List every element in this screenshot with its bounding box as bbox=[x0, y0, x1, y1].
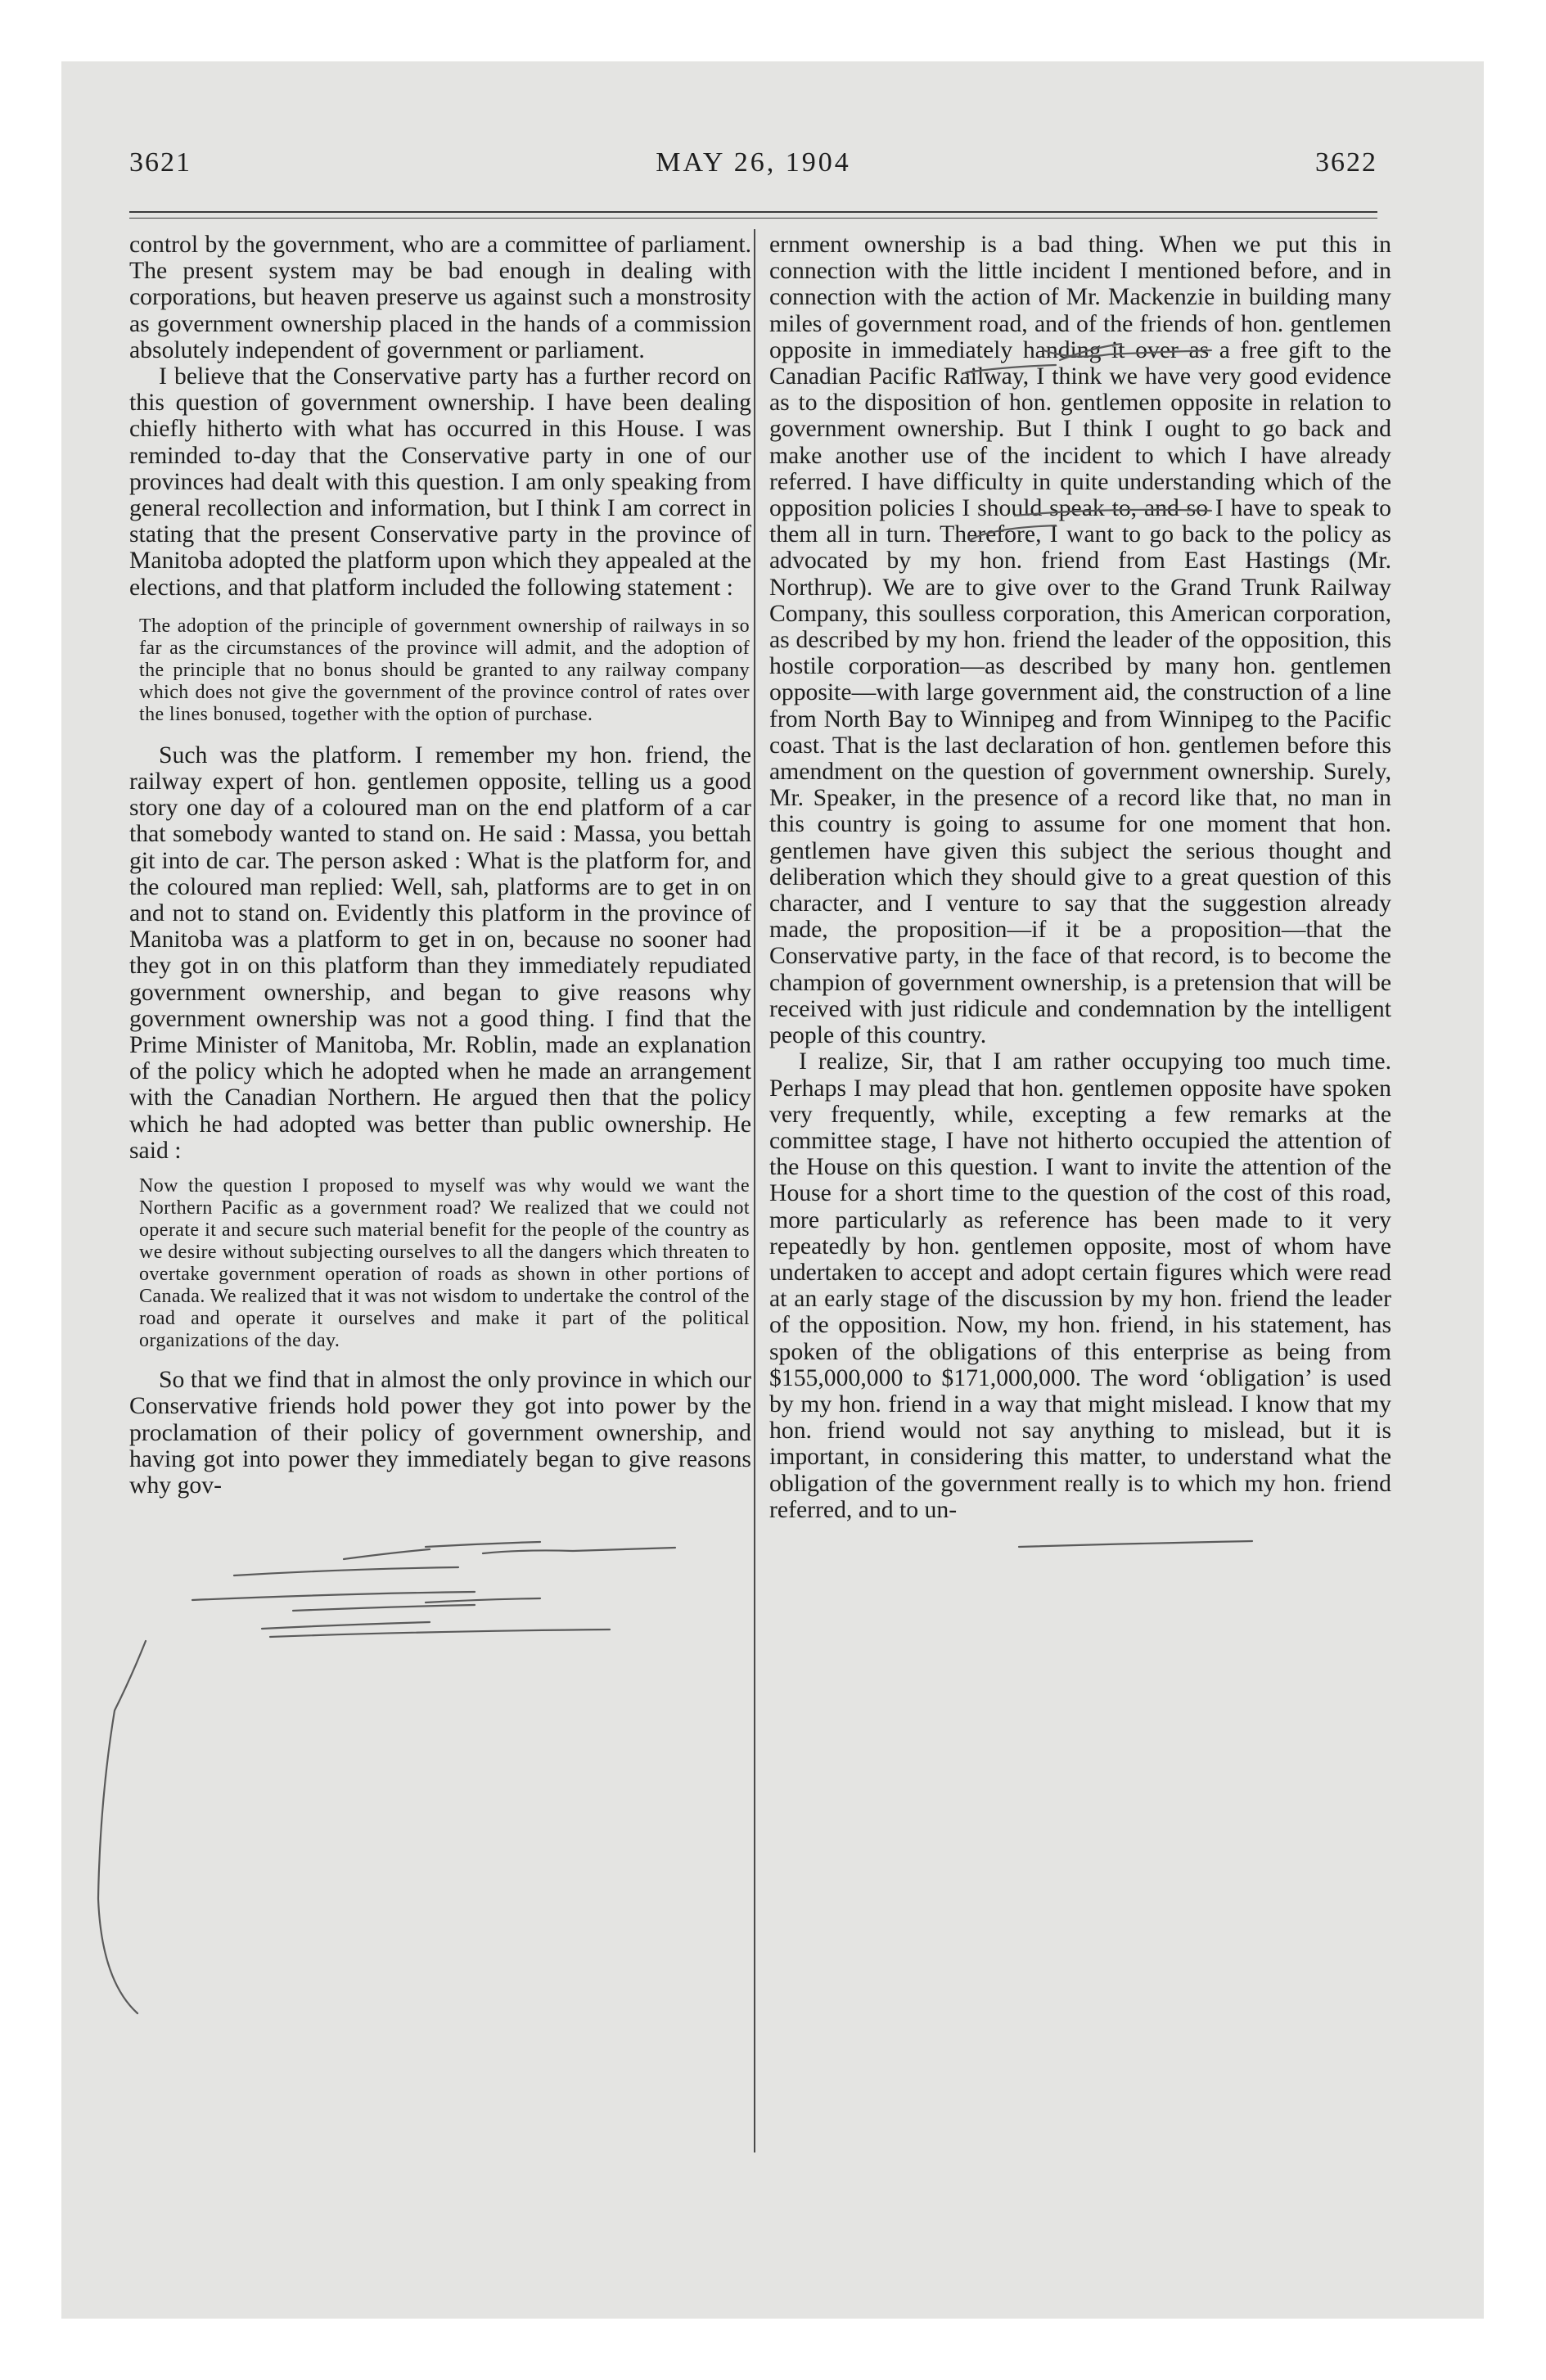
paragraph: ernment ownership is a bad thing. When we put this in connection with the little incident I mentioned before, and in connection with the action of Mr. Mackenzie in building many miles of government road, and of the friends of hon. gentlemen opposite in immediately handing it over as a free gift to the Canadian Pacific Railway, I think we have very good evidence as to the disposition of hon. gentlemen opposite in relation to government ownership. But I think I ought to go back and make another use of the incident to which I have already referred. I have difficulty in quite understanding which of the opposition policies I should speak to, and so I have to speak to them all in turn. Therefore, I want to go back to the policy as advocated by my hon. friend from East Hastings (Mr. Northrup). We are to give over to the Grand Trunk Railway Company, this soulless corporation, this American corporation, as described by my hon. friend the leader of the opposition, this hostile corporation—as described by many hon. gentlemen opposite—with large government aid, the construction of a line from North Bay to Winnipeg and from Winnipeg to the Pacific coast. That is the last declaration of hon. gentlemen before this amendment on the question of government ownership. Surely, Mr. Speaker, in the presence of a record like that, no man in this country is going to assume for one moment that hon. gentlemen have given this subject the serious thought and deliberation which they should give to a great question of this character, and I venture to say that the suggestion already made, the proposition—if it be a proposition—that the Conservative party, in the face of that record, is to become the champion of government ownership, is a pretension that will be received with just ridicule and condemnation by the intelligent people of this country. bbox=[769, 232, 1391, 1049]
paragraph: Such was the platform. I remember my hon. friend, the railway expert of hon. gentlemen opposite, telling us a good story one day of a coloured man on the end platform of a car that somebody wanted to stand on. He said : Massa, you bettah git into de car. The person asked : What is the platform for, and the coloured man replied: Well, sah, platforms are to get in on and not to stand on. Evidently this platform in the province of Manitoba was a platform to get in on, because no sooner had they got in on this platform than they immediately repudiated government ownership, and began to give reasons why government ownership was not a good thing. I find that the Prime Minister of Manitoba, Mr. Roblin, made an explanation of the policy which he adopted when he made an arrangement with the Canadian Northern. He argued then that the policy which he had adopted was better than public ownership. He said : bbox=[129, 741, 751, 1164]
page-number-right: 3622 bbox=[1315, 147, 1377, 178]
page-number-left: 3621 bbox=[129, 147, 192, 178]
header-rule-thin bbox=[129, 218, 1377, 219]
column-divider bbox=[754, 229, 755, 2152]
page-date: MAY 26, 1904 bbox=[656, 147, 851, 178]
paragraph: I realize, Sir, that I am rather occupying too much time. Perhaps I may plead that hon. gentlemen opposite have spoken very frequently, while, excepting a few remarks at the committee stage, I have not hitherto occupied the attention of the House on this question. I want to invite the attention of the House for a short time to the question of the cost of this road, more particularly as reference has been made to it very repeatedly by hon. gentlemen opposite, most of whom have undertaken to accept and adopt certain figures which were read at an early stage of the discussion by my hon. friend the leader of the opposition. Now, my hon. friend, in his statement, has spoken of the obligations of this enterprise as being from $155,000,000 to $171,000,000. The word ‘obligation’ is used by my hon. friend in a way that might mislead. I know that my hon. friend would not say anything to mislead, but it is important, in considering this matter, to understand what the obligation of the government really is to which my hon. friend referred, and to un- bbox=[769, 1048, 1391, 1523]
header-rule bbox=[129, 211, 1377, 213]
paragraph: control by the government, who are a committee of parliament. The present system may be bad enough in dealing with corporations, but heaven preserve us against such a monstrosity as government ownership placed in the hands of a commission absolutely independent of government or parliament. bbox=[129, 232, 751, 363]
block-quote: The adoption of the principle of government ownership of railways in so far as the circumstances of the province will admit, and the adoption of the principle that no bonus should be granted to any railway company which does not give the government of the province control of rates over the lines bonused, together with the option of purchase. bbox=[139, 615, 750, 725]
paragraph: So that we find that in almost the only province in which our Conservative friends hold power they got into power by the proclamation of their policy of government ownership, and having got into power they immediately began to give reasons why gov- bbox=[129, 1367, 751, 1499]
block-quote: Now the question I proposed to myself was why would we want the Northern Pacific as a government road? We realized that we could not operate it and secure such material benefit for the people of the country as we desire without subjecting ourselves to all the dangers which threaten to overtake government operation of roads as shown in other portions of Canada. We realized that it was not wisdom to undertake the control of the road and operate it ourselves and make it part of the political organizations of the day. bbox=[139, 1175, 750, 1352]
paragraph: I believe that the Conservative party has a further record on this question of government ownership. I have been dealing chiefly hitherto with what has occurred in this House. I was reminded to-day that the Conservative party in one of our provinces had dealt with this question. I am only speaking from general recollection and information, but I think I am correct in stating that the present Conservative party in the province of Manitoba adopted the platform upon which they appealed at the elections, and that platform included the following statement : bbox=[129, 363, 751, 601]
left-column bbox=[129, 232, 751, 1499]
page-header bbox=[129, 147, 1377, 188]
right-column bbox=[769, 232, 1391, 1523]
